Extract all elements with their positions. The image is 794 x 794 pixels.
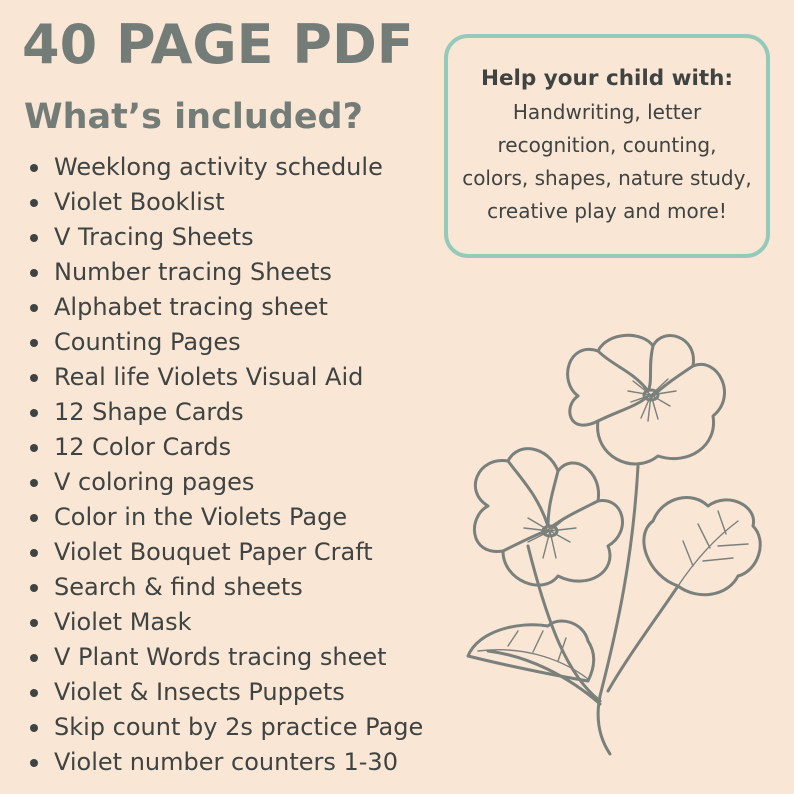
callout-heading: Help your child with: — [480, 66, 734, 91]
callout-body: Handwriting, letter recognition, counting, colors, shapes, nature study, creative play and more! — [462, 100, 752, 223]
violet-flower-icon — [448, 296, 768, 756]
list-item-label: Real life Violets Visual Aid — [54, 363, 364, 391]
list-item-label: Violet number counters 1-30 — [54, 748, 398, 776]
bullet-icon — [30, 619, 38, 627]
bullet-icon — [30, 304, 38, 312]
page-title: 40 PAGE PDF — [22, 13, 414, 76]
list-item-label: Violet Mask — [54, 608, 192, 636]
list-item — [30, 150, 423, 185]
list-item — [30, 500, 423, 535]
bullet-icon — [30, 689, 38, 697]
list-item — [30, 605, 423, 640]
list-item-label: Violet Bouquet Paper Craft — [54, 538, 373, 566]
bullet-icon — [30, 409, 38, 417]
bullet-icon — [30, 584, 38, 592]
list-item — [30, 745, 423, 780]
bullet-icon — [30, 374, 38, 382]
list-item — [30, 255, 423, 290]
list-item-label: Color in the Violets Page — [54, 503, 348, 531]
bullet-icon — [30, 444, 38, 452]
list-item-label: Counting Pages — [54, 328, 241, 356]
list-item-label: Skip count by 2s practice Page — [54, 713, 424, 741]
list-item — [30, 395, 423, 430]
bullet-icon — [30, 759, 38, 767]
list-item-label: V coloring pages — [54, 468, 255, 496]
benefits-callout — [444, 34, 770, 258]
list-item — [30, 535, 423, 570]
list-item — [30, 675, 423, 710]
list-item-label: 12 Color Cards — [54, 433, 232, 461]
bullet-icon — [30, 514, 38, 522]
list-item-label: Alphabet tracing sheet — [54, 293, 328, 321]
included-items-list — [30, 150, 423, 780]
list-item-label: Violet & Insects Puppets — [54, 678, 345, 706]
list-item-label: Search & find sheets — [54, 573, 303, 601]
list-item-label: 12 Shape Cards — [54, 398, 244, 426]
bullet-icon — [30, 234, 38, 242]
list-item — [30, 290, 423, 325]
list-item-label: Weeklong activity schedule — [54, 153, 383, 181]
list-item — [30, 430, 423, 465]
list-item — [30, 465, 423, 500]
list-item-label: Violet Booklist — [54, 188, 225, 216]
list-item — [30, 570, 423, 605]
bullet-icon — [30, 164, 38, 172]
bullet-icon — [30, 549, 38, 557]
bullet-icon — [30, 199, 38, 207]
bullet-icon — [30, 339, 38, 347]
list-item — [30, 710, 423, 745]
list-item — [30, 185, 423, 220]
bullet-icon — [30, 269, 38, 277]
bullet-icon — [30, 654, 38, 662]
list-item — [30, 640, 423, 675]
list-item-label: Number tracing Sheets — [54, 258, 332, 286]
list-item-label: V Tracing Sheets — [54, 223, 254, 251]
list-item — [30, 325, 423, 360]
bullet-icon — [30, 479, 38, 487]
list-item-label: V Plant Words tracing sheet — [54, 643, 387, 671]
section-subtitle: What’s included? — [24, 97, 363, 137]
bullet-icon — [30, 724, 38, 732]
list-item — [30, 360, 423, 395]
list-item — [30, 220, 423, 255]
